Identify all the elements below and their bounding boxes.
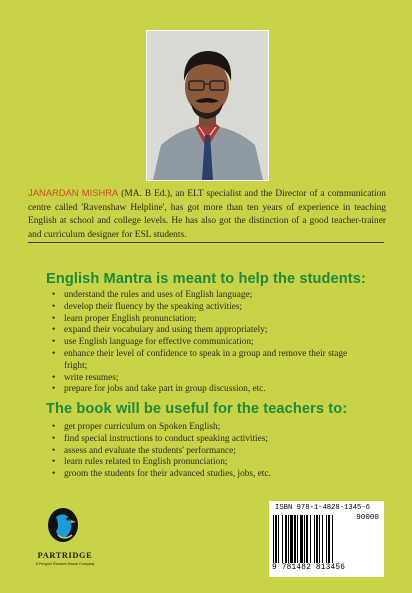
author-bio-text: (MA. B Ed.), an ELT specialist and the Director of a communication centre called 'Ravenshaw Helpline', has got more than ten years of experience in teaching English at school and college levels. He has also got the distinction of a good teacher-trainer and curriculum designer for ESL students.: [28, 189, 386, 240]
barcode-bar: [332, 515, 333, 563]
barcode-bars: [273, 515, 351, 563]
partridge-bird-icon: [46, 507, 80, 543]
barcode-bar: [326, 515, 327, 563]
price-code: 90000: [356, 514, 379, 522]
list-item: • learn proper English pronunciation;: [52, 314, 372, 326]
barcode-bar: [310, 515, 311, 563]
list-item: • enhance their level of confidence to speak in a group and remove their stage fright;: [52, 349, 372, 373]
list-item: • use English language for effective communication;: [52, 337, 372, 349]
list-item: • get proper curriculum on Spoken English;: [52, 422, 372, 434]
barcode-bar: [316, 515, 318, 563]
list-item: • understand the rules and uses of English language;: [52, 290, 372, 302]
barcode-bar: [278, 515, 279, 563]
barcode-digits: 9 781482 813456: [272, 564, 346, 572]
barcode-bar: [300, 515, 303, 563]
list-item: • expand their vocabulary and using them appropriately;: [52, 325, 372, 337]
publisher-logo: [34, 507, 96, 577]
author-portrait-image: [147, 31, 268, 180]
publisher-tagline: A Penguin Random House Company: [35, 562, 95, 566]
barcode-bar: [304, 515, 305, 563]
list-item: • develop their fluency by the speaking activities;: [52, 302, 372, 314]
teachers-heading: The book will be useful for the teachers to:: [46, 401, 348, 417]
list-item: • learn rules related to English pronunciation;: [52, 457, 372, 469]
barcode-bar: [306, 515, 308, 563]
barcode-bar: [282, 515, 283, 563]
author-photo: [146, 30, 269, 181]
list-item: • write resumes;: [52, 373, 372, 385]
list-item: • assess and evaluate the students' performance;: [52, 446, 372, 458]
author-bio: [28, 186, 386, 242]
list-item: • prepare for jobs and take part in group discussion, etc.: [52, 384, 372, 396]
isbn-label: ISBN 978-1-4828-1345-6: [275, 504, 370, 512]
list-item: • groom the students for their advanced studies, jobs, etc.: [52, 469, 372, 481]
barcode-bar: [322, 515, 323, 563]
author-name: JANARDAN MISHRA: [28, 187, 119, 198]
barcode-bar: [294, 515, 296, 563]
barcode-bar: [314, 515, 315, 563]
students-list: [52, 290, 372, 396]
barcode: [269, 501, 384, 577]
barcode-bar: [297, 515, 298, 563]
students-heading: English Mantra is meant to help the students:: [46, 271, 366, 287]
list-item: • find special instructions to conduct speaking activities;: [52, 434, 372, 446]
barcode-bar: [288, 515, 289, 563]
teachers-list: [52, 422, 372, 481]
barcode-bar: [328, 515, 330, 563]
barcode-bar: [319, 515, 320, 563]
section-divider: [28, 242, 384, 243]
barcode-bar: [273, 515, 274, 563]
barcode-bar: [275, 515, 277, 563]
barcode-bar: [285, 515, 287, 563]
barcode-bar: [290, 515, 293, 563]
publisher-name: PARTRIDGE: [37, 551, 93, 560]
